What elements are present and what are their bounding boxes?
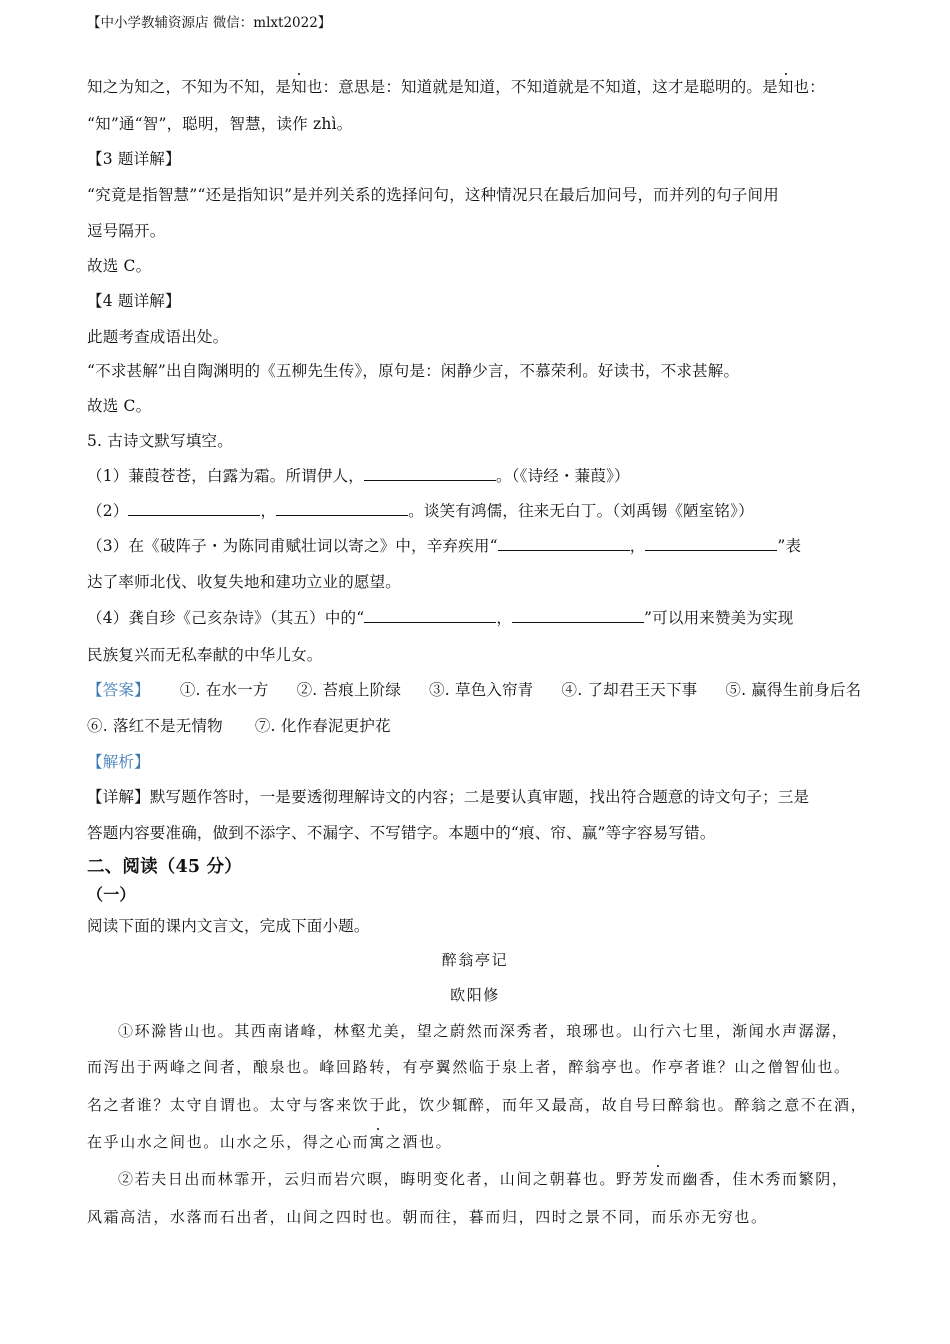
answer-blank — [364, 466, 496, 481]
essay-p2-line1 — [118, 1169, 848, 1189]
text: 也： — [793, 78, 825, 96]
answer-blank — [498, 536, 630, 551]
q2-explanation-line2: “知”通“智”，聪明，智慧，读作 zhì。 — [87, 115, 353, 133]
subsection-title: （一） — [87, 885, 136, 904]
q4-text-line1: 此题考查成语出处。 — [87, 328, 229, 346]
q3-choice: 故选 C。 — [87, 257, 152, 275]
reading-instruction: 阅读下面的课内文言文，完成下面小题。 — [87, 917, 370, 935]
q5-detail-line2: 答题内容要准确，做到不添字、不漏字、不写错字。本题中的“痕、帘、赢”等字容易写错。 — [87, 824, 716, 842]
answer-blank — [364, 608, 496, 623]
section-title: 二、阅读（45 分） — [87, 857, 242, 877]
emphasis-char: 发 — [649, 1170, 666, 1188]
emphasis-char: 知 — [777, 78, 794, 96]
answer-label: 【答案】 — [87, 681, 150, 699]
answer-item: ⑤. 赢得生前身后名 — [725, 681, 862, 699]
q3-title: 【3 题详解】 — [87, 150, 181, 168]
text: 默写题作答时，一是要透彻理解诗文的内容；二是要认真审题，找出符合题意的诗文句子；三是 — [149, 788, 810, 806]
text: ”表 — [777, 537, 802, 555]
detail-label: 【详解】 — [87, 788, 150, 806]
essay-author: 欧阳修 — [450, 986, 500, 1004]
answer-blank — [128, 501, 260, 516]
q5-title: 5. 古诗文默写填空。 — [87, 432, 233, 450]
text: （2） — [87, 502, 129, 520]
answer-item: ③. 草色入帘青 — [429, 681, 534, 699]
q4-choice: 故选 C。 — [87, 397, 152, 415]
q5-answers-line1 — [87, 680, 861, 700]
q5-item2 — [87, 501, 754, 521]
q5-item1 — [87, 466, 630, 486]
essay-p2-line2: 风霜高洁，水落而石出者，山间之四时也。朝而往，暮而归，四时之景不同，而乐亦无穷也。 — [87, 1208, 768, 1226]
q4-text-line2: “不求甚解”出自陶渊明的《五柳先生传》，原句是：闲静少言，不慕荣利。好读书，不求甚解。 — [87, 362, 740, 380]
q5-detail-line1 — [87, 787, 809, 807]
analysis-label: 【解析】 — [87, 753, 150, 771]
text: （4）龚自珍《己亥杂诗》（其五）中的“ — [87, 609, 365, 627]
text: 在乎山水之间也。山水之乐，得之心而 — [87, 1133, 370, 1151]
essay-title: 醉翁亭记 — [441, 951, 509, 969]
q5-item3-line2: 达了率师北伐、收复失地和建功立业的愿望。 — [87, 573, 402, 591]
answer-item: ④. 了却君王天下事 — [561, 681, 698, 699]
text: ， — [496, 609, 513, 627]
text: （3）在《破阵子・为陈同甫赋壮词以寄之》中，辛弃疾用“ — [87, 537, 498, 555]
emphasis-char: 寓 — [369, 1133, 386, 1151]
answer-blank — [276, 501, 408, 516]
answer-item: ②. 苔痕上阶绿 — [296, 681, 402, 699]
q5-answers-line2 — [87, 716, 419, 736]
text: 也：意思是：知道就是知道，不知道就是不知道，这才是聪明的。是 — [306, 78, 778, 96]
text: 而幽香，佳木秀而繁阴， — [665, 1170, 849, 1188]
answer-item: ⑥. 落红不是无情物 — [87, 717, 223, 735]
essay-p1-line1: ①环滁皆山也。其西南诸峰，林壑尤美，望之蔚然而深秀者，琅琊也。山行六七里，渐闻水声潺潺， — [118, 1022, 849, 1040]
answer-item: ⑦. 化作春泥更护花 — [254, 717, 391, 735]
text: 知之为知之，不知为不知，是 — [87, 78, 292, 96]
answer-blank — [512, 608, 644, 623]
text: ， — [629, 537, 646, 555]
essay-p1-line2: 而泻出于两峰之间者，酿泉也。峰回路转，有亭翼然临于泉上者，醉翁亭也。作亭者谁？山之僧智仙也。 — [87, 1058, 851, 1076]
text: ， — [260, 502, 277, 520]
answer-item: ①. 在水一方 — [179, 681, 269, 699]
page-header: 【中小学教辅资源店 微信：mlxt2022】 — [87, 15, 332, 31]
text: 。谈笑有鸿儒，往来无白丁。（刘禹锡《陋室铭》） — [408, 502, 754, 520]
q3-text-line1: “究竟是指智慧”“还是指知识”是并列关系的选择问句，这种情况只在最后加问号，而并列的句子间用 — [87, 186, 779, 204]
text: ”可以用来赞美为实现 — [644, 609, 794, 627]
text: （1）蒹葭苍苍，白露为霜。所谓伊人， — [87, 467, 364, 485]
q2-explanation-line — [87, 77, 825, 97]
essay-p1-line3: 名之者谁？太守自谓也。太守与客来饮于此，饮少辄醉，而年又最高，故自号曰醉翁也。醉翁之意不在酒， — [87, 1096, 868, 1114]
emphasis-char: 知 — [291, 78, 307, 96]
answer-blank — [645, 536, 777, 551]
q5-item4 — [87, 608, 793, 628]
essay-p1-line4 — [87, 1132, 452, 1152]
q4-title: 【4 题详解】 — [87, 292, 181, 310]
text: ②若夫日出而林霏开，云归而岩穴暝，晦明变化者，山间之朝暮也。野芳 — [118, 1170, 650, 1188]
text: 之酒也。 — [385, 1133, 453, 1151]
q5-item3 — [87, 536, 801, 556]
text: 。（《诗经・蒹葭》） — [495, 467, 630, 485]
q3-text-line2: 逗号隔开。 — [87, 222, 166, 240]
q5-item4-line2: 民族复兴而无私奉献的中华儿女。 — [87, 646, 323, 664]
